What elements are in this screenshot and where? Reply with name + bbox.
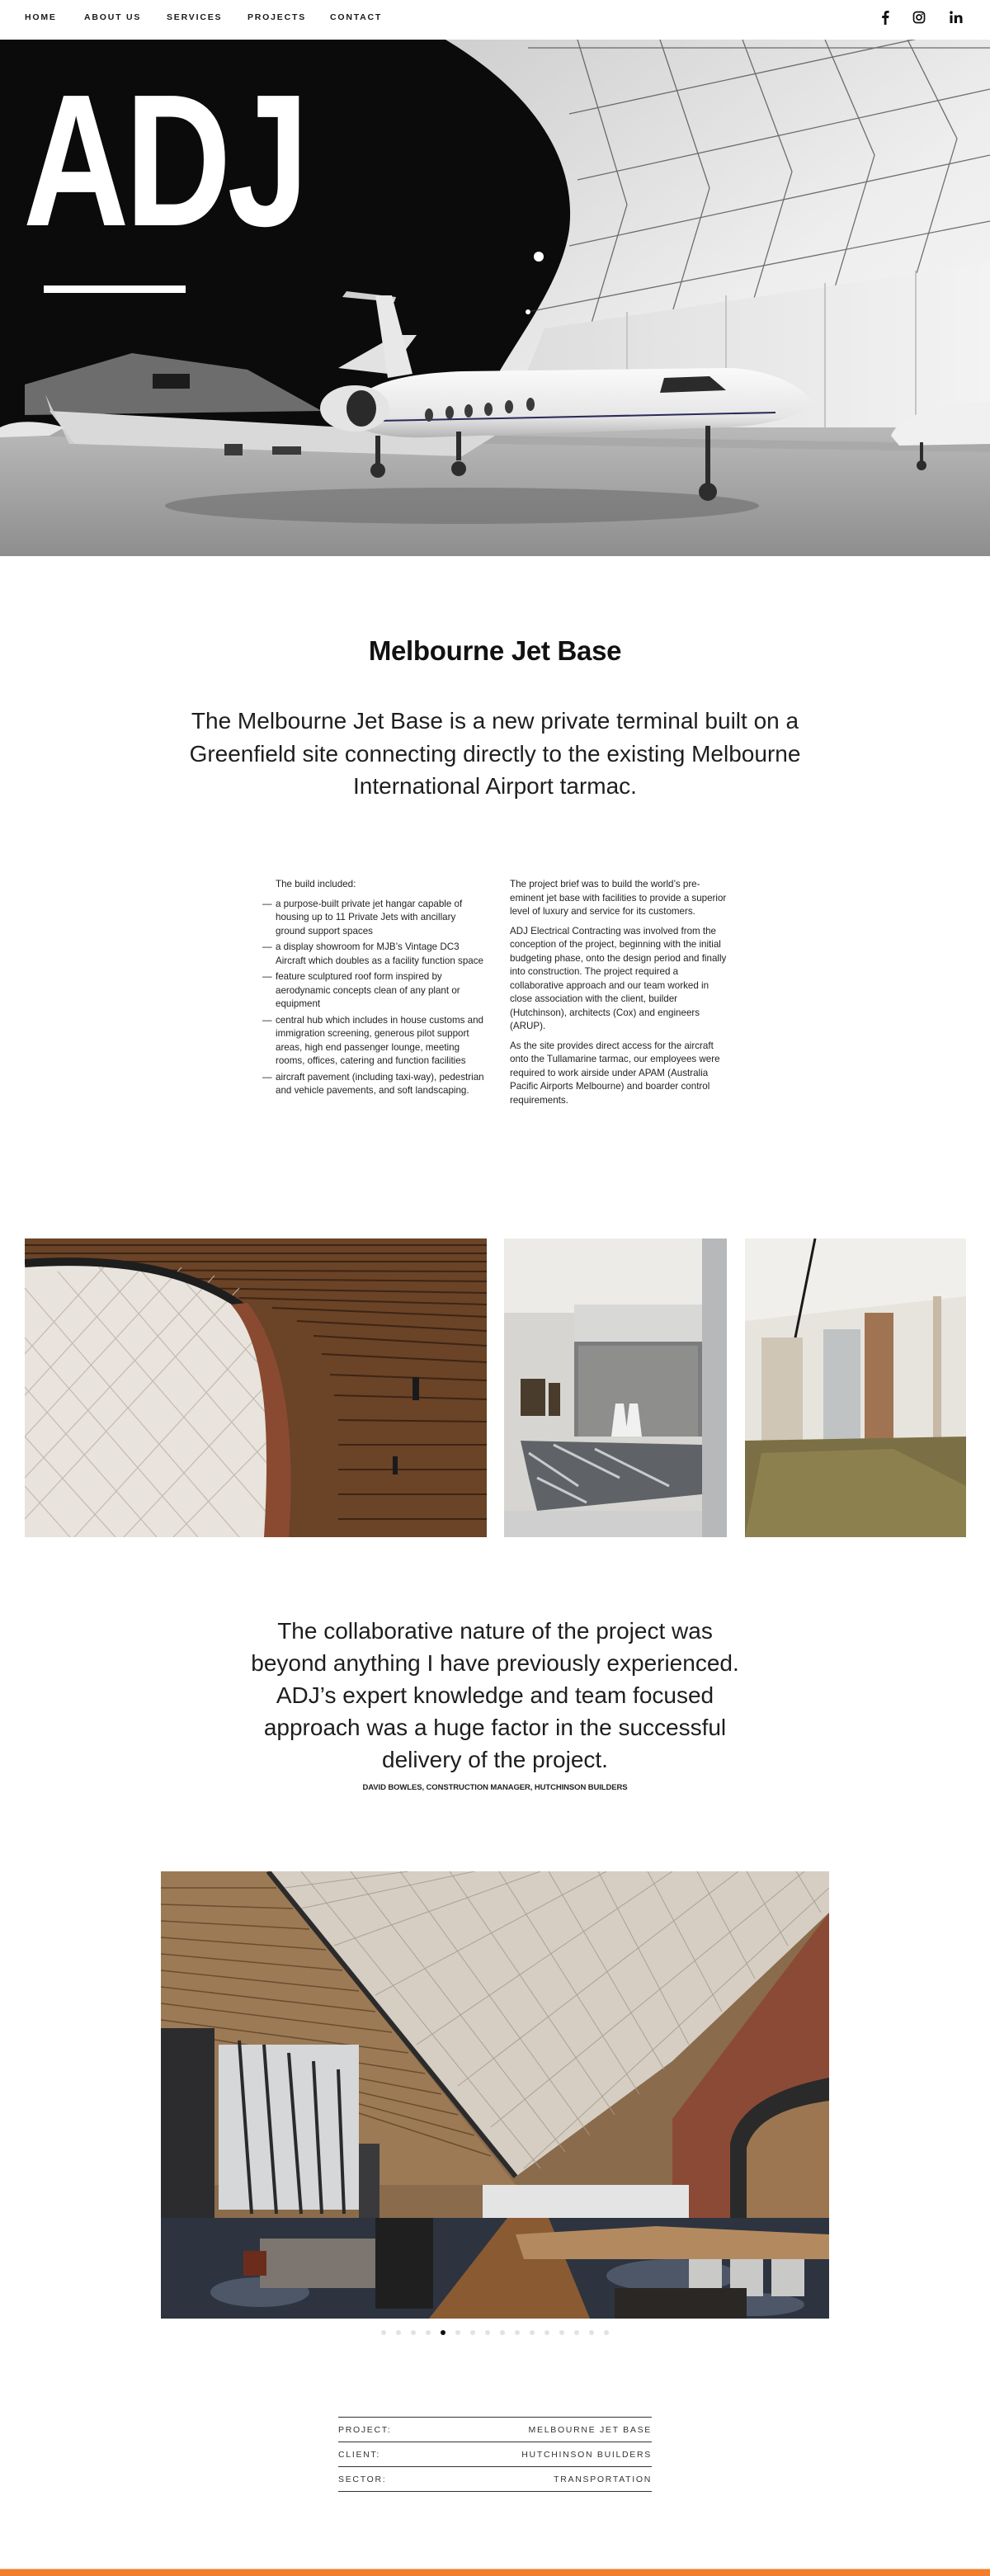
- instagram-icon[interactable]: [912, 10, 926, 25]
- carousel-dot[interactable]: [470, 2330, 475, 2335]
- list-item-text: a purpose-built private jet hangar capable of housing up to 11 Private Jets with ancillary ground support spaces: [276, 898, 463, 937]
- carousel-dot[interactable]: [515, 2330, 520, 2335]
- dash-bullet: —: [262, 1071, 272, 1083]
- details-label: CLIENT:: [338, 2449, 380, 2460]
- facebook-icon[interactable]: [881, 10, 889, 25]
- list-item: [262, 1071, 487, 1098]
- top-navigation: [0, 0, 990, 40]
- carousel-dot[interactable]: [589, 2330, 594, 2335]
- carousel-dot[interactable]: [544, 2330, 549, 2335]
- brief-paragraph: As the site provides direct access for the aircraft onto the Tullamarine tarmac, our employees were required to work airside under APAM (Australia Pacific Airports Melbourne) and boarder control requirements.: [510, 1040, 720, 1106]
- details-row-client: [338, 2442, 652, 2467]
- nav-about-us[interactable]: ABOUT US: [84, 12, 142, 22]
- brief-paragraph: The project brief was to build the world’s pre-eminent jet base with facilities to provide a superior level of luxury and service for its customers.: [510, 879, 727, 917]
- gallery-image-bathroom[interactable]: [504, 1238, 727, 1537]
- details-row-project: [338, 2418, 652, 2442]
- carousel-slide-lounge: [161, 1871, 829, 2319]
- page-title: Melbourne Jet Base: [368, 635, 622, 666]
- list-item-text: aircraft pavement (including taxi-way), pedestrian and vehicle pavements, and soft landscaping.: [276, 1071, 484, 1096]
- carousel-dot[interactable]: [604, 2330, 609, 2335]
- carousel-dot[interactable]: [559, 2330, 564, 2335]
- carousel-dot[interactable]: [455, 2330, 460, 2335]
- carousel-dot[interactable]: [411, 2330, 416, 2335]
- project-brief-column: [510, 878, 733, 1113]
- project-intro: The Melbourne Jet Base is a new private terminal built on a Greenfield site connecting directly to the existing Melbourne International Airport tarmac.: [189, 708, 801, 799]
- nav-contact[interactable]: CONTACT: [330, 12, 383, 22]
- carousel-dot[interactable]: [574, 2330, 579, 2335]
- nav-home[interactable]: HOME: [25, 12, 57, 22]
- build-included-column: [262, 878, 487, 1101]
- gallery-image-corridor[interactable]: [745, 1238, 966, 1537]
- carousel-dot[interactable]: [530, 2330, 535, 2335]
- logo-underline: [44, 285, 186, 293]
- testimonial-author: DAVID BOWLES, CONSTRUCTION MANAGER, HUTCHINSON BUILDERS: [362, 1783, 628, 1792]
- hero-banner: [0, 40, 990, 556]
- list-item: [262, 1014, 487, 1069]
- dash-bullet: —: [262, 898, 272, 909]
- testimonial-quote: The collaborative nature of the project was beyond anything I have previously experienced. ADJ’s expert knowledge and team focused approach was a huge factor in the successful delivery of the project.: [251, 1618, 739, 1772]
- carousel-dot[interactable]: [381, 2330, 386, 2335]
- details-value: TRANSPORTATION: [554, 2474, 652, 2484]
- carousel-dot[interactable]: [500, 2330, 505, 2335]
- footer-accent-bar: [0, 2569, 990, 2576]
- carousel-dot-active[interactable]: [441, 2330, 446, 2335]
- list-item: [262, 941, 487, 968]
- list-item: [262, 898, 487, 939]
- brief-paragraph: ADJ Electrical Contracting was involved from the conception of the project, beginning with the initial budgeting phase, onto the design period and finally into construction. The project required a collaborative approach and our team worked in close association with the client, builder (Hutchinson), architects (Cox) and engineers (ARUP).: [510, 925, 727, 1031]
- dash-bullet: —: [262, 1014, 272, 1026]
- details-label: SECTOR:: [338, 2474, 387, 2484]
- carousel-dot[interactable]: [396, 2330, 401, 2335]
- details-label: PROJECT:: [338, 2424, 392, 2435]
- carousel-dot[interactable]: [485, 2330, 490, 2335]
- details-value: HUTCHINSON BUILDERS: [521, 2449, 652, 2460]
- details-row-sector: [338, 2467, 652, 2492]
- list-item-text: feature sculptured roof form inspired by aerodynamic concepts clean of any plant or equipment: [276, 971, 460, 1009]
- list-item-text: a display showroom for MJB’s Vintage DC3 Aircraft which doubles as a facility function space: [276, 941, 483, 966]
- logo-text: ADJ: [23, 56, 305, 266]
- details-value: MELBOURNE JET BASE: [528, 2424, 652, 2435]
- carousel-dot[interactable]: [426, 2330, 431, 2335]
- list-item-text: central hub which includes in house customs and immigration screening, generous pilot support areas, high end passenger lounge, meeting rooms, offices, catering and function facilities: [276, 1014, 483, 1066]
- gallery-image-ceiling[interactable]: [25, 1238, 487, 1537]
- nav-projects[interactable]: PROJECTS: [248, 12, 306, 22]
- dash-bullet: —: [262, 971, 272, 982]
- adj-logo[interactable]: [23, 56, 305, 266]
- image-carousel[interactable]: [161, 1871, 829, 2319]
- project-details-table: [338, 2417, 652, 2492]
- build-lead: The build included:: [276, 879, 356, 889]
- nav-services[interactable]: SERVICES: [167, 12, 223, 22]
- list-item: [262, 970, 487, 1012]
- carousel-pagination: [0, 2330, 990, 2335]
- linkedin-icon[interactable]: [949, 10, 964, 25]
- dash-bullet: —: [262, 941, 272, 952]
